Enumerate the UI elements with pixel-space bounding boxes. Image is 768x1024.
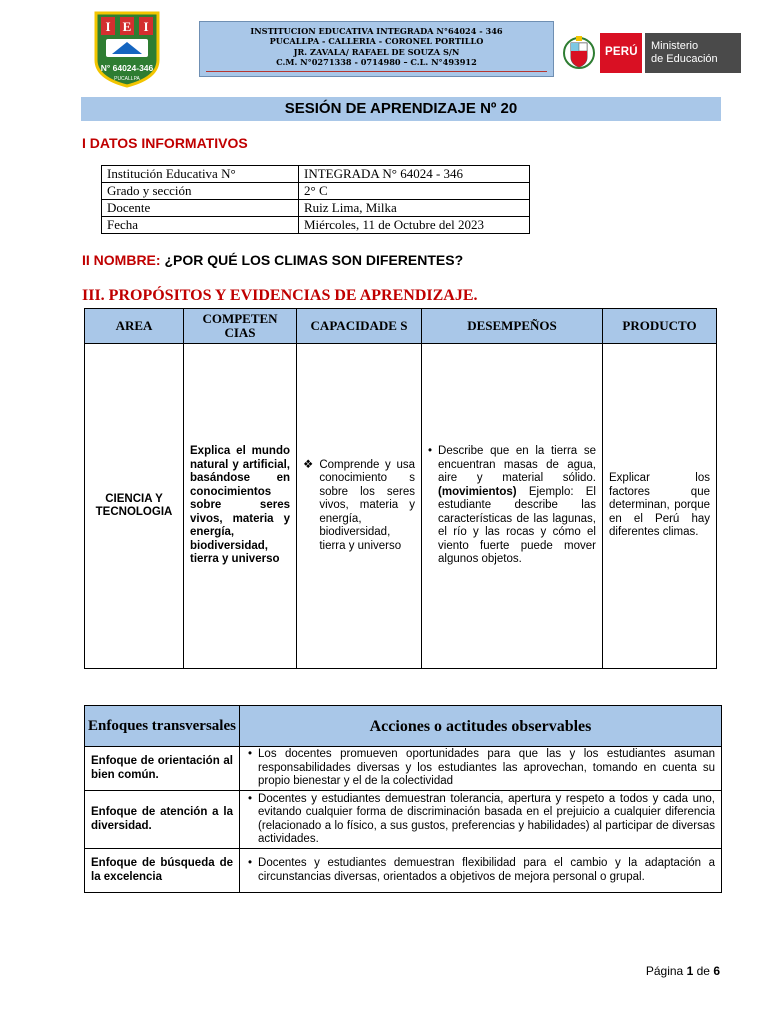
capacidad-text: Comprende y usa conocimiento s sobre los seres vivos, materia y energía, biodiversidad, tierra y universo — [319, 458, 415, 552]
page-number — [646, 964, 720, 978]
info-row-teacher — [102, 200, 530, 217]
section-1-title: I DATOS INFORMATIVOS — [82, 135, 248, 151]
purposes-header-row — [85, 309, 717, 344]
capacidad-cell — [297, 344, 422, 669]
school-logo — [92, 10, 162, 88]
header-producto: PRODUCTO — [603, 309, 717, 344]
enfoque-action-text: Los docentes promueven oportunidades para que las y los estudiantes asuman responsabilidades diversas y los estudiantes las aprovechan, tomando en cuenta su propio bienestar y el de la colectividad — [258, 748, 715, 788]
header-enfoques: Enfoques transversales — [85, 706, 240, 747]
page-current: 1 — [686, 964, 694, 978]
info-row-institution — [102, 166, 530, 183]
info-row-grade — [102, 183, 530, 200]
enfoque-row — [85, 747, 722, 791]
info-value: Ruiz Lima, Milka — [299, 200, 530, 217]
session-title: SESIÓN DE APRENDIZAJE Nº 20 — [81, 97, 721, 121]
header-area: AREA — [85, 309, 184, 344]
enfoques-table — [84, 705, 722, 893]
info-value: Miércoles, 11 de Octubre del 2023 — [299, 217, 530, 234]
enfoque-action — [240, 849, 722, 893]
enfoque-row — [85, 849, 722, 893]
enfoque-action-text: Docentes y estudiantes demuestran flexibilidad para el cambio y la adaptación a circunstancias diversas, orientados a objetivos de mejora personal o grupal. — [258, 857, 715, 883]
section-2 — [82, 252, 463, 268]
desempeno-cell — [422, 344, 603, 669]
peru-label: PERÚ — [600, 33, 642, 73]
page-of: de — [696, 964, 710, 978]
header-divider — [206, 71, 547, 72]
logo-letter-1: I — [105, 19, 111, 34]
header-competencias: COMPETEN CIAS — [184, 309, 297, 344]
bullet-icon: • — [248, 792, 253, 805]
peru-coat-of-arms-icon — [562, 33, 596, 75]
ministry-line-2: de Educación — [651, 52, 718, 65]
enfoque-action — [240, 747, 722, 791]
institution-name: INSTITUCION EDUCATIVA INTEGRADA N°64024 - 346 — [250, 26, 503, 36]
institution-codes: C.M. N°0271338 - 0714980 – C.L. N°493912 — [276, 56, 477, 67]
section-3-title: III. PROPÓSITOS Y EVIDENCIAS DE APRENDIZAJE. — [82, 287, 478, 304]
ministry-logo — [645, 33, 741, 73]
header-capacidades: CAPACIDADE S — [297, 309, 422, 344]
info-value: 2° C — [299, 183, 530, 200]
logo-letter-2: E — [122, 19, 132, 34]
competencia-cell: Explica el mundo natural y artificial, basándose en conocimientos sobre seres vivos, materia y energía, biodiversidad, tierra y universo — [184, 344, 297, 669]
logo-letter-3: I — [143, 19, 149, 34]
info-value: INTEGRADA N° 64024 - 346 — [299, 166, 530, 183]
institution-address: JR. ZAVALA/ RAFAEL DE SOUZA S/N — [293, 46, 460, 57]
area-cell: CIENCIA Y TECNOLOGIA — [85, 344, 184, 669]
section-2-value: ¿POR QUÉ LOS CLIMAS SON DIFERENTES? — [164, 252, 464, 268]
desempeno-bold: (movimientos) — [438, 485, 517, 498]
info-label: Docente — [102, 200, 299, 217]
bullet-icon: • — [428, 445, 433, 458]
institution-header — [199, 21, 554, 77]
purposes-table — [84, 308, 717, 669]
enfoque-name: Enfoque de orientación al bien común. — [85, 747, 240, 791]
logo-place: PUCALLPA — [114, 76, 140, 82]
desempeno-part-2: Ejemplo: El estudiante describe las características de las lagunas, el río y las rocas y cómo el viento fuerte puede mover algunos objetos. — [438, 485, 596, 566]
enfoques-header-row — [85, 706, 722, 747]
enfoque-name: Enfoque de atención a la diversidad. — [85, 791, 240, 849]
institution-location: PUCALLPA - CALLERIA - CORONEL PORTILLO — [269, 36, 484, 47]
header-desempenos: DESEMPEÑOS — [422, 309, 603, 344]
page-total: 6 — [713, 964, 720, 978]
purposes-row — [85, 344, 717, 669]
info-table — [101, 165, 530, 234]
info-label: Fecha — [102, 217, 299, 234]
enfoque-name: Enfoque de búsqueda de la excelencia — [85, 849, 240, 893]
info-label: Grado y sección — [102, 183, 299, 200]
enfoque-row — [85, 791, 722, 849]
bullet-icon: • — [248, 857, 253, 869]
diamond-bullet-icon: ❖ — [303, 458, 314, 471]
producto-cell: Explicar los factores que determinan, porque en el Perú hay diferentes climas. — [603, 344, 717, 669]
enfoque-action — [240, 791, 722, 849]
logo-number: N° 64024-346 — [100, 63, 154, 73]
bullet-icon: • — [248, 748, 253, 761]
header-acciones: Acciones o actitudes observables — [240, 706, 722, 747]
section-2-label: II NOMBRE: — [82, 252, 161, 268]
info-row-date — [102, 217, 530, 234]
enfoque-action-text: Docentes y estudiantes demuestran tolerancia, apertura y respeto a todos y cada uno, evitando cualquier forma de discriminación basada en el prejuicio a cualquier diferencia (relacionado a lo físico, a sus gustos, preferencias y habilidades) al participar de diversas actividades. — [258, 792, 715, 845]
desempeno-text — [438, 445, 596, 567]
page-word: Página — [645, 964, 684, 978]
ministry-line-1: Ministerio — [651, 40, 699, 52]
desempeno-part-1: Describe que en la tierra se encuentran masas de agua, aire y material sólido. — [438, 445, 596, 485]
info-label: Institución Educativa N° — [102, 166, 299, 183]
